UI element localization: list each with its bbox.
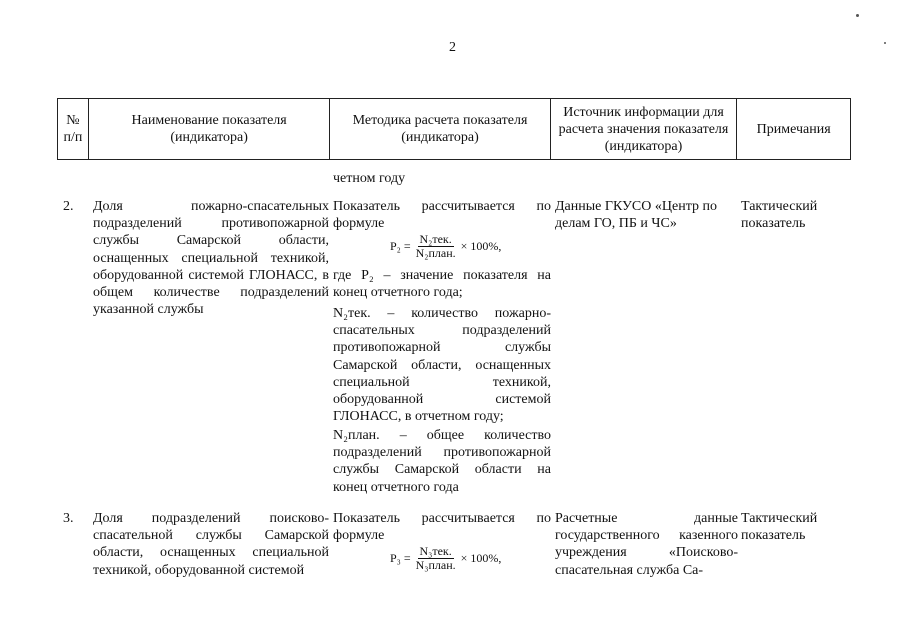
formula-lhs: P₃ = [390, 551, 411, 565]
continued-text: четном году [333, 171, 406, 186]
header-note: Примечания [756, 121, 831, 137]
scan-speck [884, 42, 886, 44]
row2-name: Доля пожарно-спасательных подразделений противопожарной службы Самарской области, оснащенных специальной техникой, оборудованной системой ГЛОНАСС, в общем количестве подразделений указанной службы [93, 199, 329, 318]
table-header [57, 98, 851, 160]
row3-formula [390, 545, 501, 572]
page-number: 2 [449, 40, 456, 55]
row2-method-n2: N₂план. – общее количество подразделений противопожарной службы Самарской области на конец отчетного года [333, 428, 551, 495]
formula-fraction [414, 545, 458, 572]
header-name: Наименование показателя (индикатора) [89, 99, 330, 159]
formula-fraction [414, 233, 458, 260]
row3-note: Тактический показатель [741, 511, 818, 544]
row3-name: Доля подразделений поисково-спасательной службы Самарской области, оснащенных специальной техникой, оборудованной системой [93, 511, 329, 578]
formula-rhs: × 100%, [460, 551, 502, 565]
row2-num: 2. [63, 199, 74, 214]
formula-numerator: N₂тек. [419, 232, 452, 246]
formula-denominator: N₂план. [415, 246, 456, 260]
header-method: Методика расчета показателя (индикатора) [330, 99, 550, 159]
row3-method-intro: Показатель рассчитывается по формуле [333, 511, 551, 544]
row2-method-intro: Показатель рассчитывается по формуле [333, 199, 551, 232]
scan-speck [856, 14, 859, 17]
row2-method-n1: N₂тек. – количество пожарно-спасательных подразделений противопожарной службы Самарской области, оснащенных специальной техникой, оборудованной системой ГЛОНАСС, в отчетном году; [333, 306, 551, 425]
formula-rhs: × 100%, [460, 239, 502, 253]
row2-source: Данные ГКУСО «Центр по делам ГО, ПБ и ЧС» [555, 199, 717, 232]
header-num: № п/п [58, 99, 89, 159]
formula-denominator: N₃план. [415, 558, 456, 572]
row2-note: Тактический показатель [741, 199, 818, 232]
row3-num: 3. [63, 511, 74, 526]
header-source: Источник информации для расчета значения показателя (индикатора) [551, 99, 738, 159]
row2-formula [390, 233, 501, 260]
row2-method-where: где P₂ – значение показателя на конец отчетного года; [333, 268, 551, 301]
formula-lhs: P₂ = [390, 239, 411, 253]
formula-numerator: N₃тек. [419, 544, 452, 558]
row3-source: Расчетные данные государственного казенного учреждения «Поисково-спасательная служба Са- [555, 511, 738, 578]
